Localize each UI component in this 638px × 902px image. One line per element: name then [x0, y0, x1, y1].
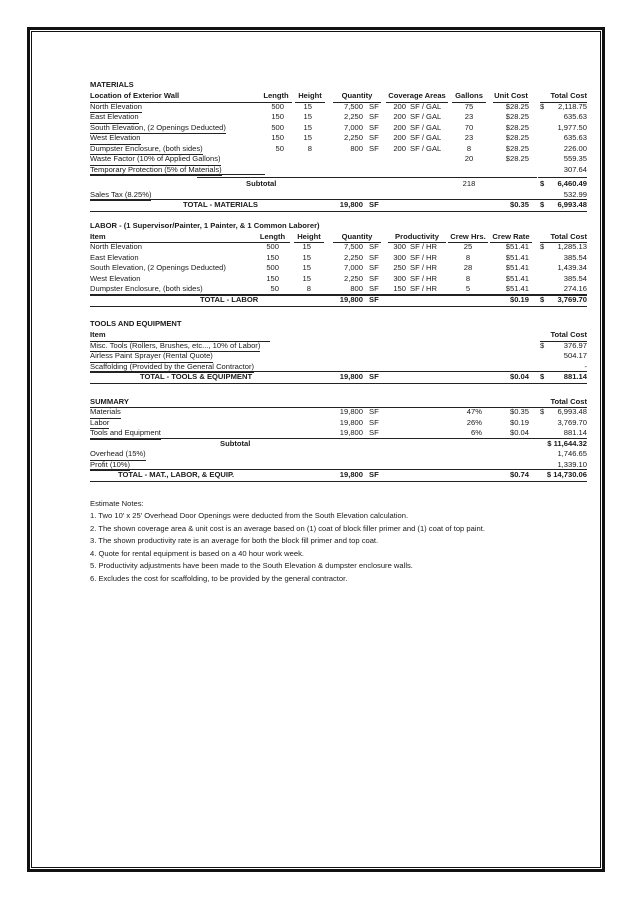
tools-total-qty: 19,800 — [339, 372, 363, 381]
rate-cell: $0.19 — [509, 417, 529, 427]
labor-title — [90, 221, 587, 232]
quantity-cell: 800 — [350, 143, 363, 153]
currency-cell: $ — [540, 242, 545, 251]
materials-total-unit: SF — [369, 200, 379, 209]
tools-title — [90, 319, 587, 330]
materials-tax-value: 532.99 — [563, 189, 587, 199]
total-cost-cell: 385.54 — [563, 252, 587, 262]
note-text: 4. Quote for rental equipment is based on a 40 hour work week. — [90, 548, 305, 558]
quantity-cell: 2,250 — [343, 273, 363, 283]
coverage-cell: 200 — [393, 112, 406, 121]
length-cell: 150 — [271, 112, 284, 121]
header-crew-hrs: Crew Hrs. — [448, 232, 488, 244]
unit-cell: SF — [369, 284, 379, 293]
summary-total-value: $ 14,730.06 — [546, 470, 587, 479]
total-cost-cell: 6,993.48 — [557, 407, 587, 416]
height-cell: 15 — [302, 273, 311, 283]
item-cell: North Elevation — [90, 242, 142, 251]
item-cell: Dumpster Enclosure, (both sides) — [90, 284, 587, 296]
location-cell: Dumpster Enclosure, (both sides) — [90, 144, 203, 156]
height-cell: 15 — [303, 101, 312, 111]
labor-rows — [90, 242, 587, 295]
length-cell: 500 — [271, 101, 284, 111]
header-crew-rate: Crew Rate — [490, 232, 532, 244]
header-location: Location of Exterior Wall — [90, 91, 265, 103]
tools-total-unit: SF — [369, 372, 379, 381]
gallons-cell: 75 — [464, 101, 474, 111]
gallons-cell: 23 — [464, 133, 474, 142]
coverage-unit-cell: SF / GAL — [410, 101, 442, 111]
unit-cost-cell: $28.25 — [505, 101, 529, 111]
productivity-cell: 250 — [393, 263, 406, 272]
header-length: Length — [255, 232, 290, 244]
unit-cost-cell: $28.25 — [505, 143, 529, 153]
materials-title — [90, 80, 587, 91]
item-cell: South Elevation, (2 Openings Deducted) — [90, 263, 226, 272]
summary-overhead-row — [90, 449, 587, 460]
summary-rows — [90, 407, 587, 439]
unit-cell: SF — [369, 428, 379, 437]
gallons-cell: 20 — [464, 154, 474, 163]
labor-total-row — [90, 295, 587, 306]
note-item — [90, 511, 587, 524]
materials-total-rate: $0.35 — [509, 200, 529, 209]
gallons-cell: 8 — [466, 143, 472, 153]
coverage-unit-cell: SF / GAL — [410, 122, 442, 132]
height-cell: 15 — [303, 122, 312, 132]
summary-total-rate: $0.74 — [509, 470, 529, 479]
tools-total-rate: $0.04 — [509, 372, 529, 381]
coverage-unit-cell: SF / GAL — [410, 112, 442, 121]
header-total-cost: Total Cost — [540, 232, 587, 244]
header-total-cost: Total Cost — [550, 396, 587, 406]
productivity-cell: 150 — [393, 284, 406, 293]
materials-subtotal-row — [90, 179, 587, 190]
materials-total-row — [90, 200, 587, 211]
unit-cell: SF — [369, 101, 379, 111]
productivity-cell: 300 — [393, 252, 406, 262]
crew-hrs-cell: 5 — [465, 284, 471, 293]
labor-title-text: LABOR - (1 Supervisor/Painter, 1 Painter, & 1 Common Laborer) — [90, 220, 320, 230]
tools-header-row — [90, 330, 587, 341]
percent-cell: 26% — [466, 417, 482, 427]
quantity-cell: 7,000 — [343, 122, 363, 132]
total-cost-cell: - — [584, 361, 587, 371]
productivity-unit-cell: SF / HR — [410, 284, 438, 293]
header-total-cost: Total Cost — [540, 91, 587, 103]
note-item — [90, 574, 587, 587]
summary-total-qty: 19,800 — [339, 470, 363, 479]
gallons-cell: 70 — [464, 122, 474, 132]
height-cell: 8 — [306, 284, 311, 293]
rate-cell: $0.04 — [509, 428, 529, 437]
header-productivity: Productivity — [388, 232, 446, 244]
notes-title-text: Estimate Notes: — [90, 498, 144, 508]
unit-cell: SF — [369, 252, 379, 262]
height-cell: 15 — [303, 112, 312, 121]
item-cell: Labor — [90, 418, 109, 430]
currency-cell: $ — [540, 340, 545, 350]
height-cell: 15 — [303, 133, 312, 142]
length-cell: 150 — [266, 273, 279, 283]
note-item — [90, 524, 587, 537]
currency-cell: $ — [540, 101, 545, 111]
unit-cell: SF — [369, 263, 379, 272]
summary-overhead-label: Overhead (15%) — [90, 449, 146, 461]
materials-header-row — [90, 91, 587, 102]
materials-total-label: TOTAL - MATERIALS — [183, 200, 258, 209]
item-cell: Scaffolding (Provided by the General Contractor) — [90, 362, 254, 374]
crew-hrs-cell: 25 — [463, 242, 473, 251]
coverage-cell: 200 — [393, 101, 406, 111]
labor-total-value: 3,769.70 — [557, 294, 587, 304]
note-item — [90, 561, 587, 574]
header-coverage: Coverage Areas — [386, 91, 448, 103]
gallons-cell: 23 — [464, 112, 474, 121]
item-cell: Materials — [90, 407, 121, 419]
coverage-cell: 200 — [393, 122, 406, 132]
length-cell: 150 — [271, 133, 284, 142]
crew-hrs-cell: 28 — [463, 263, 473, 272]
total-cost-cell: 881.14 — [563, 428, 587, 437]
total-cost-cell: 504.17 — [563, 351, 587, 360]
total-cost-cell: 274.16 — [563, 284, 587, 293]
labor-header-row — [90, 232, 587, 243]
table-row — [90, 144, 587, 155]
length-cell: 500 — [266, 263, 279, 272]
rate-cell: $0.35 — [509, 407, 529, 416]
quantity-cell: 19,800 — [339, 407, 363, 416]
table-row — [90, 351, 587, 362]
labor-total-qty: 19,800 — [339, 294, 363, 304]
unit-cell: SF — [369, 122, 379, 132]
tools-total-row — [90, 372, 587, 383]
percent-cell: 47% — [466, 407, 482, 416]
total-cost-cell: 1,977.50 — [557, 122, 587, 132]
header-gallons: Gallons — [452, 91, 486, 103]
total-cost-cell: 376.97 — [563, 340, 587, 350]
total-cost-cell: 1,285.13 — [557, 242, 587, 251]
table-row — [90, 112, 587, 123]
table-row — [90, 418, 587, 429]
quantity-cell: 19,800 — [339, 417, 363, 427]
header-total-cost: Total Cost — [540, 330, 587, 342]
quantity-cell: 7,500 — [343, 101, 363, 111]
materials-rows — [90, 102, 587, 176]
note-text: 5. Productivity adjustments have been made to the South Elevation & dumpster enclosure walls. — [90, 561, 413, 571]
notes-list — [90, 511, 587, 587]
length-cell: 50 — [270, 284, 279, 293]
header-quantity: Quantity — [333, 91, 381, 103]
unit-cost-cell: $28.25 — [505, 133, 529, 142]
location-cell: South Elevation, (2 Openings Deducted) — [90, 123, 226, 135]
summary-subtotal-value: $ 11,644.32 — [547, 438, 587, 448]
tools-total-value: 881.14 — [563, 372, 587, 381]
summary-subtotal-label: Subtotal — [220, 438, 251, 448]
quantity-cell: 7,000 — [343, 263, 363, 272]
quantity-cell: 19,800 — [339, 428, 363, 437]
total-cost-cell: 559.35 — [563, 154, 587, 163]
materials-tax-label: Sales Tax (8.25%) — [90, 190, 151, 202]
item-cell: Airless Paint Sprayer (Rental Quote) — [90, 351, 213, 363]
table-row — [90, 123, 587, 134]
quantity-cell: 2,250 — [343, 112, 363, 121]
location-cell: Temporary Protection (5% of Materials) — [90, 165, 222, 177]
note-text: 1. Two 10' x 25' Overhead Door Openings were deducted from the South Elevation calculation. — [90, 511, 409, 521]
materials-total-currency: $ — [540, 200, 545, 209]
table-row — [90, 263, 587, 274]
tools-title-text: TOOLS AND EQUIPMENT — [90, 319, 182, 328]
materials-title-text: MATERIALS — [90, 80, 134, 89]
note-item — [90, 536, 587, 549]
productivity-cell: 300 — [393, 273, 406, 283]
materials-subtotal-gallons: 218 — [462, 179, 476, 188]
crew-hrs-cell: 8 — [465, 252, 471, 262]
header-length: Length — [260, 91, 292, 103]
summary-total-label: TOTAL - MAT., LABOR, & EQUIP. — [118, 470, 235, 479]
estimate-document — [90, 80, 587, 587]
coverage-cell: 200 — [393, 143, 406, 153]
labor-total-label: TOTAL - LABOR — [200, 294, 259, 304]
length-cell: 500 — [266, 242, 279, 251]
unit-cost-cell: $28.25 — [505, 122, 529, 132]
productivity-unit-cell: SF / HR — [410, 273, 438, 283]
item-cell: East Elevation — [90, 252, 139, 262]
location-cell: Waste Factor (10% of Applied Gallons) — [90, 154, 221, 166]
percent-cell: 6% — [471, 428, 482, 437]
unit-cell: SF — [369, 133, 379, 142]
tools-rows — [90, 341, 587, 373]
table-row — [90, 341, 587, 352]
currency-cell: $ — [540, 407, 545, 416]
quantity-cell: 2,250 — [343, 133, 363, 142]
table-row — [90, 274, 587, 285]
summary-header-row — [90, 397, 587, 408]
header-item: Item — [90, 330, 270, 342]
unit-cell: SF — [369, 417, 379, 427]
header-height: Height — [295, 91, 325, 103]
unit-cell: SF — [369, 273, 379, 283]
header-item: Item — [90, 232, 255, 244]
length-cell: 150 — [266, 252, 279, 262]
summary-total-row — [90, 470, 587, 481]
unit-cell: SF — [369, 112, 379, 121]
header-height: Height — [294, 232, 324, 244]
header-unit-cost: Unit Cost — [493, 91, 529, 103]
item-cell: West Elevation — [90, 273, 141, 283]
productivity-unit-cell: SF / HR — [410, 242, 438, 251]
summary-overhead-value: 1,746.65 — [557, 449, 587, 458]
total-cost-cell: 635.63 — [563, 133, 587, 142]
tools-total-currency: $ — [540, 372, 545, 381]
total-cost-cell: 226.00 — [563, 143, 587, 153]
materials-subtotal-value: 6,460.49 — [557, 179, 587, 188]
crew-rate-cell: $51.41 — [505, 252, 529, 262]
unit-cost-cell: $28.25 — [505, 154, 529, 163]
note-text: 6. Excludes the cost for scaffolding, to be provided by the general contractor. — [90, 574, 348, 584]
quantity-cell: 7,500 — [343, 242, 363, 251]
materials-subtotal-currency: $ — [540, 179, 545, 188]
location-cell: North Elevation — [90, 102, 142, 114]
summary-profit-value: 1,339.10 — [557, 459, 587, 469]
note-text: 2. The shown coverage area & unit cost is an average based on (1) coat of block filler primer and (1) coat of top paint. — [90, 523, 485, 533]
crew-rate-cell: $51.41 — [505, 263, 529, 272]
location-cell: East Elevation — [90, 112, 139, 124]
crew-rate-cell: $51.41 — [505, 284, 529, 293]
item-cell: Misc. Tools (Rollers, Brushes, etc..., 10% of Labor) — [90, 341, 260, 353]
quantity-cell: 2,250 — [343, 252, 363, 262]
total-cost-cell: 307.64 — [563, 164, 587, 174]
total-cost-cell: 385.54 — [563, 273, 587, 283]
coverage-unit-cell: SF / GAL — [410, 133, 442, 142]
unit-cell: SF — [369, 407, 379, 416]
item-cell: Tools and Equipment — [90, 428, 161, 440]
note-item — [90, 549, 587, 562]
summary-total-unit: SF — [369, 470, 379, 479]
table-row — [90, 133, 587, 144]
tools-total-label: TOTAL - TOOLS & EQUIPMENT — [140, 372, 253, 381]
height-cell: 8 — [307, 143, 312, 153]
quantity-cell: 800 — [350, 284, 363, 293]
length-cell: 500 — [271, 122, 284, 132]
productivity-unit-cell: SF / HR — [410, 263, 438, 272]
total-cost-cell: 2,118.75 — [558, 101, 587, 111]
estimate-notes — [90, 499, 587, 587]
table-row — [90, 102, 587, 113]
header-quantity: Quantity — [333, 232, 381, 244]
crew-hrs-cell: 8 — [465, 273, 471, 283]
summary-title: SUMMARY — [90, 397, 587, 409]
materials-total-qty: 19,800 — [339, 200, 363, 209]
table-row — [90, 407, 587, 418]
total-cost-cell: 635.63 — [563, 112, 587, 121]
notes-title — [90, 499, 587, 512]
location-cell: West Elevation — [90, 133, 141, 145]
total-cost-cell: 1,439.34 — [557, 263, 587, 272]
materials-total-value: 6,993.48 — [557, 200, 587, 209]
height-cell: 15 — [302, 252, 311, 262]
labor-total-rate: $0.19 — [509, 294, 529, 304]
height-cell: 15 — [302, 263, 311, 272]
total-cost-cell: 3,769.70 — [557, 417, 587, 427]
summary-subtotal-row — [90, 439, 587, 450]
coverage-unit-cell: SF / GAL — [410, 143, 442, 153]
labor-total-currency: $ — [540, 294, 545, 304]
unit-cost-cell: $28.25 — [505, 112, 529, 121]
note-text: 3. The shown productivity rate is an average for both the block fill primer and top coat. — [90, 536, 379, 546]
productivity-cell: 300 — [393, 242, 406, 251]
table-row — [90, 154, 587, 165]
summary-profit-label: Profit (10%) — [90, 460, 130, 472]
crew-rate-cell: $51.41 — [505, 242, 529, 251]
labor-total-unit: SF — [369, 294, 379, 304]
unit-cell: SF — [369, 242, 379, 251]
height-cell: 15 — [302, 242, 311, 251]
crew-rate-cell: $51.41 — [505, 273, 529, 283]
table-row — [90, 253, 587, 264]
length-cell: 50 — [275, 143, 284, 153]
materials-subtotal-label: Subtotal — [246, 179, 277, 188]
unit-cell: SF — [369, 143, 379, 153]
table-row — [90, 242, 587, 253]
coverage-cell: 200 — [393, 133, 406, 142]
productivity-unit-cell: SF / HR — [410, 252, 438, 262]
